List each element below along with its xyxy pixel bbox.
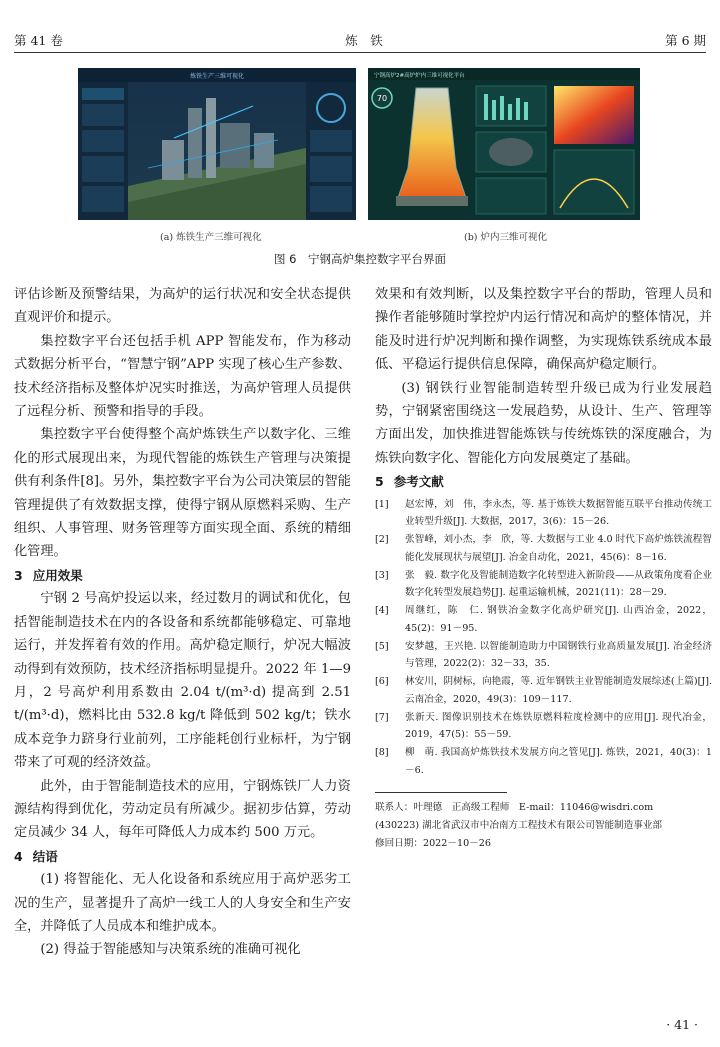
reference-item: [4] 周继红，陈 仁. 钢铁冶金数字化高炉研究[J]. 山西冶金，2022，45(2)：91－95. [375, 605, 712, 634]
volume-label: 第 41 卷 [14, 33, 63, 48]
header-rule [14, 52, 706, 53]
furnace-3d-screenshot [368, 68, 640, 220]
paragraph: 效果和有效判断，以及集控数字平台的帮助，管理人员和操作者能够随时掌控炉内运行情况和高炉的整体情况，并能及时进行炉况判断和操作调整，为实现炼铁系统成本最低、平稳运行提供信息保障，确保高炉稳定顺行。 [375, 287, 712, 373]
paragraph: 此外，由于智能制造技术的应用，宁钢炼铁厂人力资源结构得到优化，劳动定员有所减少。据初步估算，劳动定员减少 34 人，每年可降低人力成本约 500 万元。 [14, 778, 351, 841]
figure-6 [78, 68, 640, 220]
section-heading-3 [14, 564, 351, 587]
issue-label: 第 6 期 [665, 33, 706, 48]
author-address: (430223) 湖北省武汉市中冶南方工程技术有限公司智能制造事业部 [375, 820, 663, 832]
section-title: 参考文献 [393, 474, 444, 490]
figure-caption-a: (a) 炼铁生产三维可视化 [160, 232, 262, 243]
paragraph: 宁钢 2 号高炉投运以来，经过数月的调试和优化，包括智能制造技术在内的各设备和系统都能够稳定、可靠地运行，并发挥着有效的作用。高炉稳定顺行，炉况大幅波动得到有效预防，技术经济指标明显提升。2022 年 1—9 月，2 号高炉利用系数由 2.04 t/(m³·d) 提高到 2.51 t/(m³·d)，燃料比由 532.8 kg/t 降低到 502 kg/t；铁水成本竞争力跻身行业前列，工序能耗创行业标杆，为宁钢带来了可观的经济效益。 [14, 591, 351, 771]
section-heading-4 [14, 845, 351, 868]
section-number: 3 [14, 567, 23, 583]
reference-item: [8] 柳 萌. 我国高炉炼铁技术发展方向之管见[J]. 炼铁，2021，40(3)：1－6. [375, 747, 712, 776]
section-title: 应用效果 [32, 567, 83, 583]
reference-item: [5] 安梦越，王兴艳. 以智能制造助力中国钢铁行业高质量发展[J]. 冶金经济与管理，2022(2)：32－33，35. [375, 640, 712, 670]
svg-text:70: 70 [376, 94, 388, 103]
figure-caption-b: (b) 炉内三维可视化 [464, 232, 548, 243]
running-header [14, 30, 706, 50]
revision-date: 修回日期：2022－10－26 [375, 837, 491, 849]
paragraph: 集控数字平台使得整个高炉炼铁生产以数字化、三维化的形式展现出来，为现代智能的炼铁生产管理与决策提供有利条件[8]。另外，集控数字平台为公司决策层的智能管理提供了有效数据支撑，使得宁钢从原燃料采购、生产组织、人事管理、财务管理等方面实现全面、系统的精细化管理。 [14, 427, 351, 560]
plant-3d-screenshot [78, 68, 356, 220]
reference-item: [3] 张 毅. 数字化及智能制造数字化转型进入新阶段——从政策角度看企业数字化转型发展趋势[J]. 起重运输机械，2021(11)：28－29. [375, 569, 712, 599]
paragraph: 集控数字平台还包括手机 APP 智能发布，作为移动式数据分析平台，“智慧宁钢”APP 实现了核心生产参数、技术经济指标及整体炉况实时推送，为高炉管理人员提供了远程分析、预警和指导的手段。 [14, 333, 351, 420]
svg-text:宁钢高炉2#高炉炉内三维可视化平台: 宁钢高炉2#高炉炉内三维可视化平台 [374, 73, 465, 79]
reference-item: [6] 林安川，阴树标，向艳霞，等. 近年钢铁主业智能制造发展综述(上篇)[J]. 云南冶金，2020，49(3)：109－117. [375, 676, 712, 705]
paragraph: (2) 得益于智能感知与决策系统的准确可视化 [40, 942, 301, 958]
reference-item: [2] 张智峰，刘小杰，李 欣，等. 大数据与工业 4.0 时代下高炉炼铁流程智能化发展现状与展望[J]. 冶金自动化，2021，45(6)：8－16. [375, 534, 712, 563]
figure-title: 图 6 宁钢高炉集控数字平台界面 [274, 252, 446, 266]
right-column [375, 283, 712, 853]
footnote-rule [375, 792, 507, 793]
paragraph: (1) 将智能化、无人化设备和系统应用于高炉恶劣工况的生产，显著提升了高炉一线工人的人身安全和生产安全，并降低了人员成本和维护成本。 [14, 872, 351, 934]
contact-info: 联系人：叶理德 正高级工程师 E-mail：11046@wisdri.com [375, 802, 654, 814]
section-title: 结语 [32, 848, 58, 864]
reference-item: [1] 赵宏博，刘 伟，李永杰，等. 基于炼铁大数据智能互联平台推动传统工业转型升级[J]. 大数据，2017，3(6)：15－26. [375, 498, 712, 528]
section-number: 4 [14, 848, 23, 864]
svg-text:炼铁生产三维可视化: 炼铁生产三维可视化 [189, 73, 245, 80]
reference-item: [7] 张新天. 图像识别技术在炼铁原燃料粒度检测中的应用[J]. 现代冶金，2019，47(5)：55－59. [375, 711, 712, 741]
page-number: · 41 · [666, 1017, 698, 1032]
paragraph: 评估诊断及预警结果，为高炉的运行状况和安全状态提供直观评价和提示。 [14, 287, 351, 326]
paragraph: (3) 钢铁行业智能制造转型升级已成为行业发展趋势，宁钢紧密围绕这一发展趋势，从设计、生产、管理等方面出发，加快推进智能炼铁与传统炼铁的深度融合，为炼铁向数字化、智能化方向发展奠定了基础。 [375, 380, 712, 466]
section-number: 5 [375, 474, 384, 490]
reference-list [375, 496, 712, 780]
journal-name: 炼 铁 [345, 33, 383, 48]
left-column [14, 283, 351, 962]
section-heading-5 [375, 470, 712, 493]
